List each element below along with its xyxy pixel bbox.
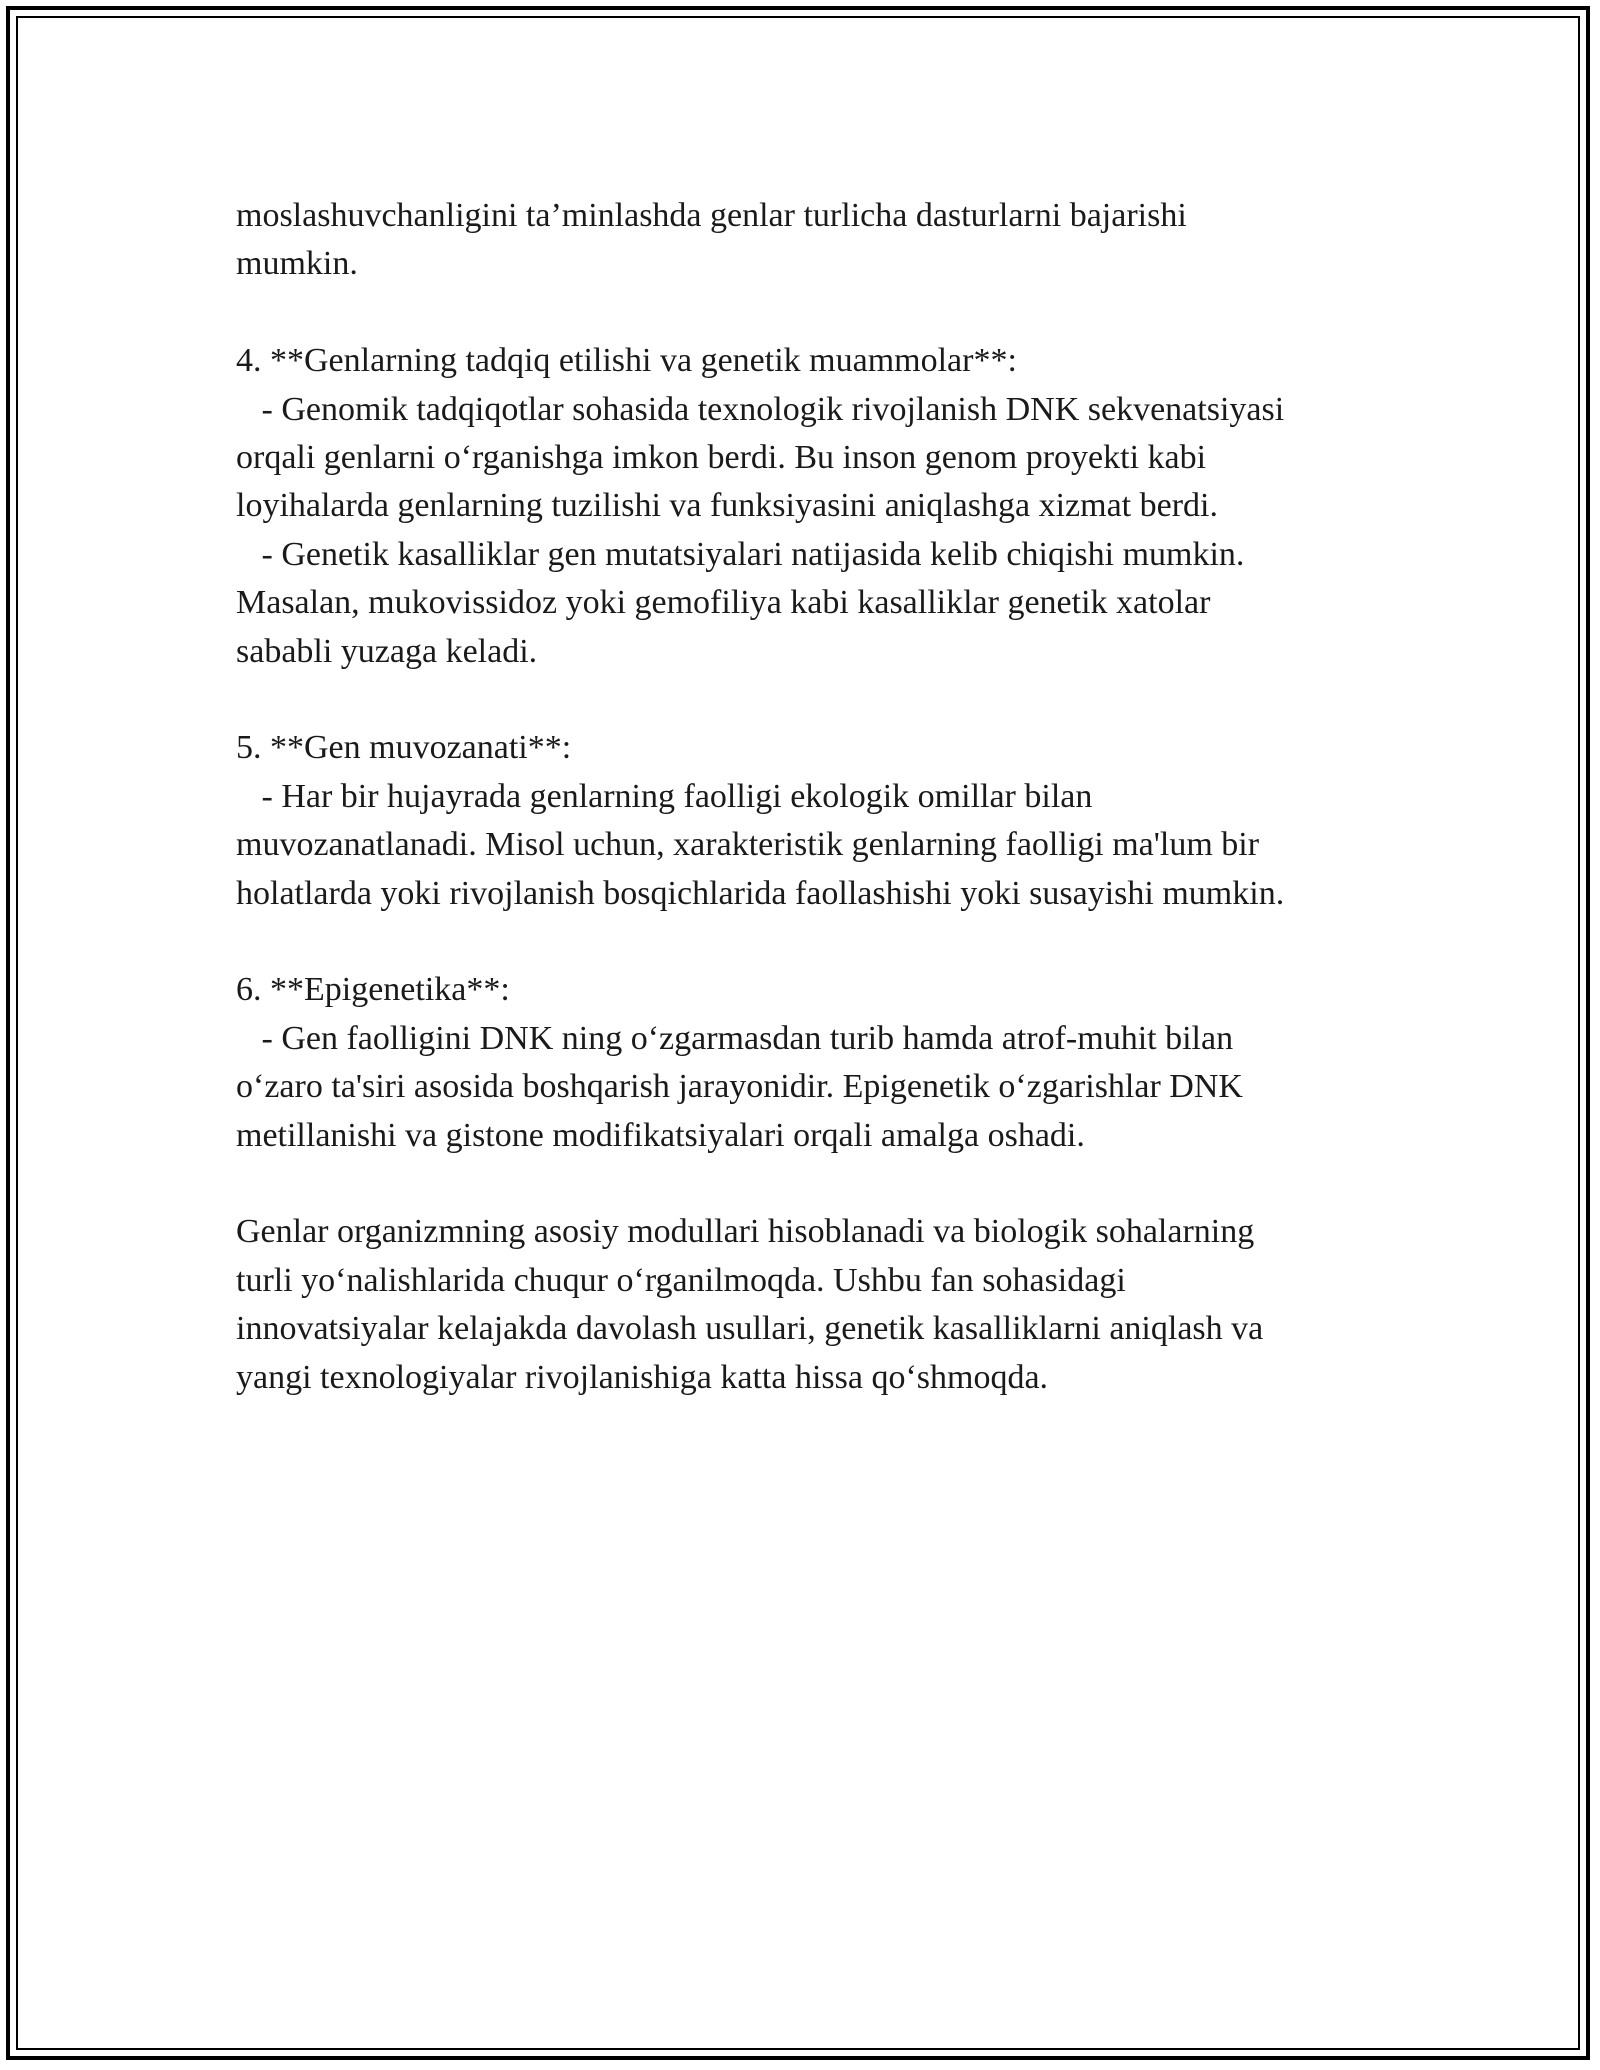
- blank-line: [236, 1160, 1416, 1208]
- blank-line: [236, 918, 1416, 966]
- text-line: o‘zaro ta'siri asosida boshqarish jarayonidir. Epigenetik o‘zgarishlar DNK: [236, 1068, 1243, 1106]
- text-line: yangi texnologiyalar rivojlanishiga katta hissa qo‘shmoqda.: [236, 1358, 1049, 1396]
- section-heading: 4. **Genlarning tadqiq etilishi va genetik muammolar**:: [236, 342, 1017, 380]
- text-line: holatlarda yoki rivojlanish bosqichlarida faollashishi yoki susayishi mumkin.: [236, 874, 1285, 912]
- text-line: orqali genlarni o‘rganishga imkon berdi. Bu inson genom proyekti kabi: [236, 439, 1207, 477]
- text-line: loyihalarda genlarning tuzilishi va funksiyasini aniqlashga xizmat berdi.: [236, 487, 1218, 525]
- text-line: moslashuvchanligini ta’minlashda genlar turlicha dasturlarni bajarishi: [236, 197, 1187, 234]
- text-line: - Genetik kasalliklar gen mutatsiyalari natijasida kelib chiqishi mumkin.: [236, 535, 1245, 573]
- section-heading: 5. **Gen muvozanati**:: [236, 729, 572, 767]
- text-line: muvozanatlanadi. Misol uchun, xarakteristik genlarning faolligi ma'lum bir: [236, 826, 1260, 864]
- text-line: turli yo‘nalishlarida chuqur o‘rganilmoqda. Ushbu fan sohasidagi: [236, 1261, 1126, 1299]
- text-line: innovatsiyalar kelajakda davolash usullari, genetik kasalliklarni aniqlash va: [236, 1310, 1264, 1348]
- document-body: [236, 192, 1416, 1402]
- section-heading: 6. **Epigenetika**:: [236, 971, 510, 1009]
- text-line: Masalan, mukovissidoz yoki gemofiliya kabi kasalliklar genetik xatolar: [236, 584, 1211, 622]
- text-line: metillanishi va gistone modifikatsiyalari orqali amalga oshadi.: [236, 1116, 1085, 1154]
- text-line: sababli yuzaga keladi.: [236, 632, 538, 670]
- text-line: Genlar organizmning asosiy modullari hisoblanadi va biologik sohalarning: [236, 1213, 1255, 1251]
- blank-line: [236, 676, 1416, 724]
- text-line: - Har bir hujayrada genlarning faolligi ekologik omillar bilan: [236, 777, 1093, 815]
- blank-line: [236, 289, 1416, 337]
- text-line: - Gen faolligini DNK ning o‘zgarmasdan turib hamda atrof-muhit bilan: [236, 1019, 1234, 1057]
- text-line: mumkin.: [236, 245, 358, 283]
- text-line: - Genomik tadqiqotlar sohasida texnologik rivojlanish DNK sekvenatsiyasi: [236, 390, 1285, 428]
